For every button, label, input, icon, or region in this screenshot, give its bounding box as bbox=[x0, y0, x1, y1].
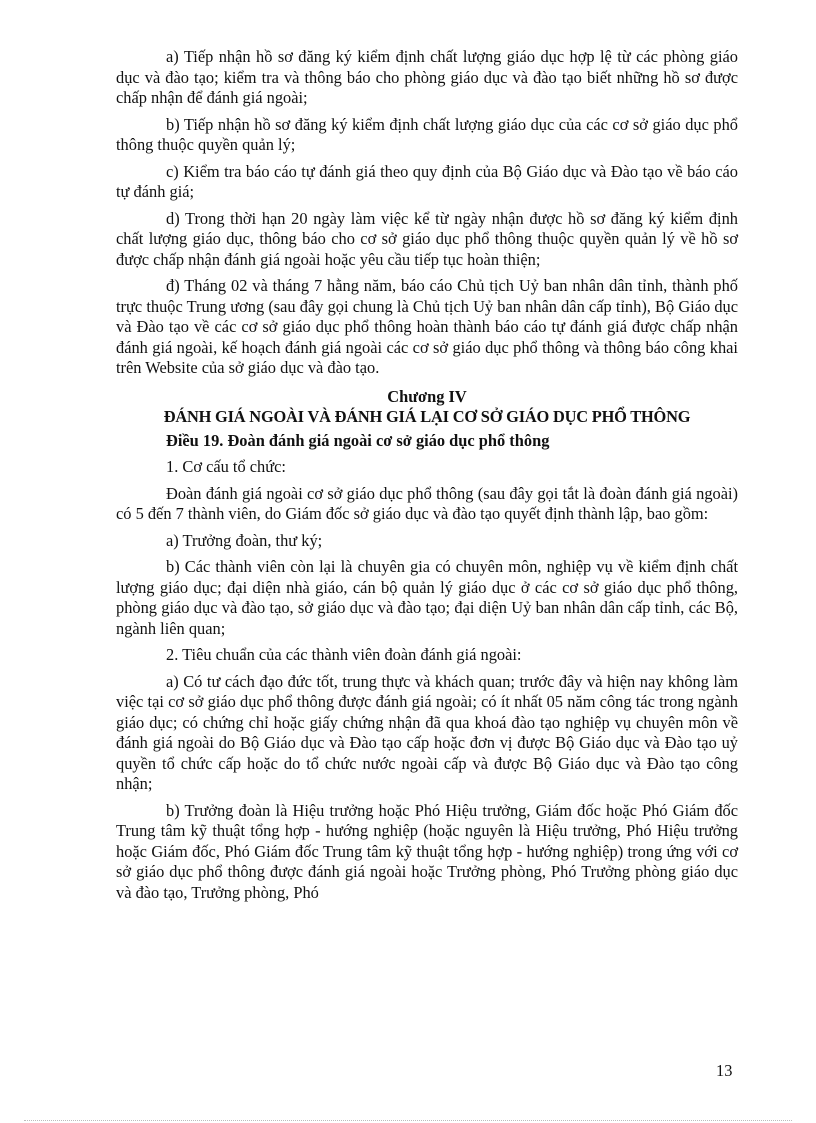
chapter-title: ĐÁNH GIÁ NGOÀI VÀ ĐÁNH GIÁ LẠI CƠ SỞ GIÁO DỤC PHỔ THÔNG bbox=[163, 406, 691, 426]
page-number: 13 bbox=[716, 1061, 733, 1080]
article-heading: Điều 19. Đoàn đánh giá ngoài cơ sở giáo dục phổ thông bbox=[166, 430, 550, 450]
paragraph-clause-dd: đ) Tháng 02 và tháng 7 hằng năm, báo cáo Chủ tịch Uỷ ban nhân dân tỉnh, thành phố trực thuộc Trung ương (sau đây gọi chung là Chủ tịch Uỷ ban nhân dân cấp tỉnh), Bộ Giáo dục và Đào tạo về các cơ sở giáo dục phổ thông hoàn thành báo cáo tự đánh giá được chấp nhận đánh giá ngoài, kế hoạch đánh giá ngoài các cơ sở giáo dục phổ thông và thông báo công khai trên Website của sở giáo dục và đào tạo. bbox=[116, 276, 738, 377]
paragraph-section-2: 2. Tiêu chuẩn của các thành viên đoàn đánh giá ngoài: bbox=[166, 645, 522, 664]
paragraph-team-composition: Đoàn đánh giá ngoài cơ sở giáo dục phổ thông (sau đây gọi tắt là đoàn đánh giá ngoài) có 5 đến 7 thành viên, do Giám đốc sở giáo dục và đào tạo quyết định thành lập, bao gồm: bbox=[116, 483, 738, 523]
paragraph-clause-d: d) Trong thời hạn 20 ngày làm việc kể từ ngày nhận được hồ sơ đăng ký kiểm định chất lượng giáo dục, thông báo cho cơ sở giáo dục phổ thông thuộc quyền quản lý về hồ sơ được chấp nhận đánh giá ngoài hoặc yêu cầu tiếp tục hoàn thiện; bbox=[116, 208, 738, 269]
paragraph-clause-a: a) Tiếp nhận hồ sơ đăng ký kiểm định chất lượng giáo dục hợp lệ từ các phòng giáo dục và đào tạo; kiểm tra và thông báo cho phòng giáo dục và đào tạo biết những hồ sơ được chấp nhận để đánh giá ngoài; bbox=[116, 47, 738, 107]
paragraph-criteria-b: b) Trưởng đoàn là Hiệu trưởng hoặc Phó Hiệu trưởng, Giám đốc hoặc Phó Giám đốc Trung tâm kỹ thuật tổng hợp - hướng nghiệp (hoặc nguyên là Hiệu trưởng, Phó Hiệu trưởng hoặc Giám đốc, Phó Giám đốc Trung tâm kỹ thuật tổng hợp - hướng nghiệp) trong ứng với cơ sở giáo dục phổ thông được đánh giá ngoài hoặc Trưởng phòng, Phó Trưởng phòng giáo dục và đào tạo, Trưởng phòng, Phó bbox=[116, 800, 738, 902]
paragraph-section-1: 1. Cơ cấu tổ chức: bbox=[166, 457, 286, 476]
document-body bbox=[116, 47, 738, 909]
paragraph-criteria-a: a) Có tư cách đạo đức tốt, trung thực và khách quan; trước đây và hiện nay không làm việc tại cơ sở giáo dục phổ thông được đánh giá ngoài; có ít nhất 05 năm công tác trong ngành giáo dục; có chứng chỉ hoặc giấy chứng nhận đã qua khoá đào tạo nghiệp vụ chuyên môn về đánh giá ngoài do Bộ Giáo dục và Đào tạo cấp hoặc đơn vị được Bộ Giáo dục và Đào tạo uỷ quyền tổ chức cấp hoặc do tổ chức nước ngoài cấp và được Bộ Giáo dục và Đào tạo công nhận; bbox=[116, 671, 738, 793]
paragraph-clause-b: b) Tiếp nhận hồ sơ đăng ký kiểm định chất lượng giáo dục của các cơ sở giáo dục phổ thông thuộc quyền quản lý; bbox=[116, 114, 738, 154]
chapter-number: Chương IV bbox=[387, 386, 467, 406]
paragraph-clause-c: c) Kiểm tra báo cáo tự đánh giá theo quy định của Bộ Giáo dục và Đào tạo về báo cáo tự đánh giá; bbox=[116, 161, 738, 201]
paragraph-item-a-leader: a) Trưởng đoàn, thư ký; bbox=[166, 530, 323, 550]
paragraph-item-b-members: b) Các thành viên còn lại là chuyên gia có chuyên môn, nghiệp vụ về kiểm định chất lượng giáo dục; đại diện nhà giáo, cán bộ quản lý giáo dục ở các cơ sở giáo dục phổ thông, phòng giáo dục và đào tạo, sở giáo dục và đào tạo; đại diện Uỷ ban nhân dân cấp tỉnh, các Bộ, ngành liên quan; bbox=[116, 557, 738, 638]
footer-divider bbox=[24, 1120, 792, 1121]
